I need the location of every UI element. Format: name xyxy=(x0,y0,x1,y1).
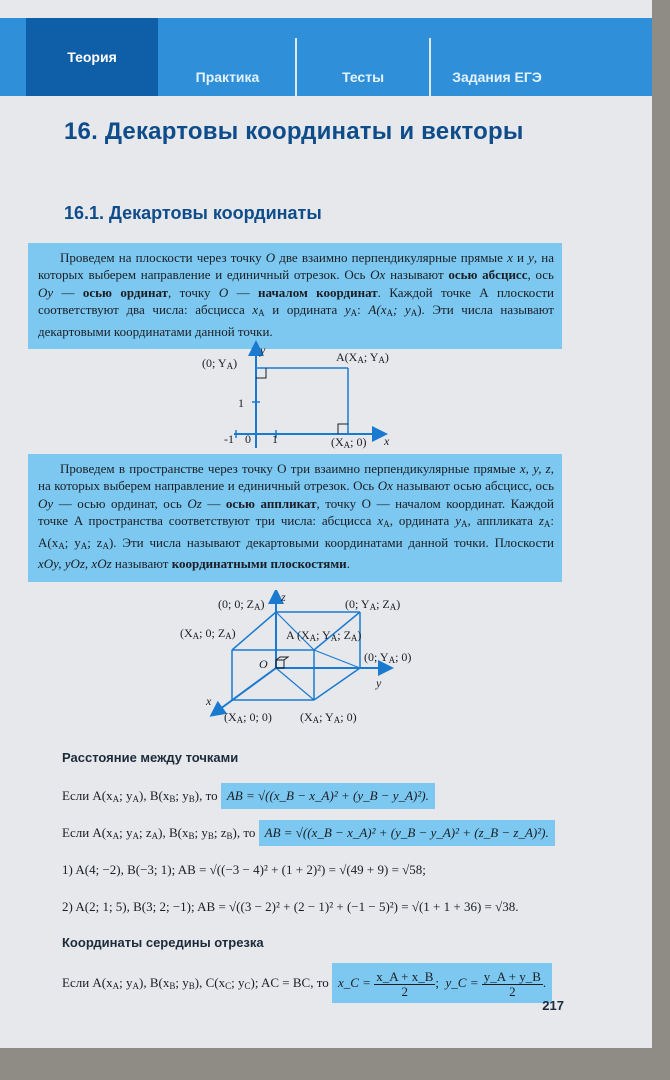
fig2d-x-projection: ($X_A$; 0) xyxy=(331,435,367,450)
section-title: 16.1. Декартовы координаты xyxy=(64,203,322,223)
fig2d-y-projection: (0; $Y_A$) xyxy=(202,356,238,371)
x-axis xyxy=(216,668,276,712)
fig3d-x-label: x xyxy=(206,694,212,708)
fig3d-y-projection: (0; $Y_A$; 0) xyxy=(364,650,412,665)
distance-formula-2d: Если $A(x_A$; $y_A$), $B(x_B$; $y_B$), то AB = √((x_B − x_A)² + (y_B − y_A)²). xyxy=(62,783,435,809)
distance-example-1: 1) A(4; −2), B(−3; 1); AB = √((−3 − 4)² + (1 + 2)²) = √(49 + 9) = √58; xyxy=(62,862,426,877)
distance-3d-box: AB = √((x_B − x_A)² + (y_B − y_A)² + (z_B − z_A)²). xyxy=(259,820,555,846)
fig3d-xy-projection: ($X_A$; $Y_A$; 0) xyxy=(300,710,357,725)
fig2d-tick-1-x: 1 xyxy=(272,432,278,446)
distance-example-2: 2) A(2; 1; 5), B(3; 2; −1); AB = √((3 − 2)² + (2 − 1)² + (−1 − 5)²) = √(1 + 1 + 36) = √38. xyxy=(62,899,519,914)
fig2d-tick-0: 0 xyxy=(245,432,251,446)
distance-formula-3d: Если $A(x_A$; $y_A$; $z_A$), $B(x_B$; $y_B$; $z_B$), то AB = √((x_B − x_A)² + (y_B − y_A)² + (z_B − z_A)²). xyxy=(62,820,555,846)
fig3d-xz-projection: ($X_A$; 0; $Z_A$) xyxy=(180,626,236,641)
fig3d-origin: O xyxy=(259,657,268,671)
tab-theory[interactable]: Теория xyxy=(26,18,158,96)
midpoint-box: x_C = $\frac{x\_A + x\_B}{2}$ ; y_C = $\frac{y\_A + y\_B}{2}$ . xyxy=(332,963,552,1003)
space-definition: Проведем в пространстве через точку O три взаимно перпендикулярные прямые x, y, z, на которых выберем направление и единичный отрезок. Ось Ox называют осью абсцисс, ось Oy — осью ординат, ось Oz — осью аппликат, точку O — началом координат. Каждой точке A пространства соответствуют три числа: абсцисса $x_A$, ордината $y_A$, аппликата $z_A$: $A(x_A$; $y_A$; $z_A$). Эти числа называют декартовыми координатами данной точки. Плоскости xOy, yOz, xOz называют координатными плоскостями. xyxy=(28,454,562,582)
midpoint-formula: Если $A(x_A$; $y_A$), $B(x_B$; $y_B$), $C(x_C$; $y_C$); AC = BC, то x_C = $\frac{x\_A + x\_B}{2}$ ; y_C = $\frac{y\_A + y\_B}{2}$ . xyxy=(62,963,552,1003)
tab-bar xyxy=(0,18,652,96)
fig2d-x-label: x xyxy=(384,434,390,448)
tab-exam-tasks[interactable]: Задания ЕГЭ xyxy=(429,38,563,96)
fig3d-z-label: z xyxy=(281,590,286,604)
fig3d-y-label: y xyxy=(376,676,382,690)
fig3d-z-projection: (0; 0; $Z_A$) xyxy=(218,597,265,612)
distance-2d-box: AB = √((x_B − x_A)² + (y_B − y_A)²). xyxy=(221,783,435,809)
fig2d-tick-1-y: 1 xyxy=(238,396,244,410)
fig3d-yz-projection: (0; $Y_A$; $Z_A$) xyxy=(345,597,401,612)
fig2d-point-a: $A(X_A$; $Y_A$) xyxy=(336,350,389,365)
distance-heading: Расстояние между точками xyxy=(62,750,239,765)
fig3d-x-projection: ($X_A$; 0; 0) xyxy=(224,710,272,725)
plane-definition: Проведем на плоскости через точку O две взаимно перпендикулярные прямые x и y, на которых выберем направление и единичный отрезок. Ось Ox называют осью абсцисс, ось Oy — осью ординат, точку O — началом координат. Каждой точке А плоскости соответствуют два числа: абсцисса $x_A$ и ордината $y_A$: $A(x_A$; $y_A$). Эти числа называют декартовыми координатами данной точки. xyxy=(28,243,562,349)
page-number: 217 xyxy=(542,998,564,1013)
tab-practice[interactable]: Практика xyxy=(195,69,260,85)
midpoint-heading: Координаты середины отрезка xyxy=(62,935,264,950)
fig3d-point-a: A ($X_A$; $Y_A$; $Z_A$) xyxy=(286,628,362,643)
tab-tests[interactable]: Тесты xyxy=(295,38,429,96)
fig2d-y-label: y xyxy=(260,343,266,357)
fig2d-tick-m1: -1 xyxy=(224,432,234,446)
chapter-title: 16. Декартовы координаты и векторы xyxy=(64,118,524,145)
